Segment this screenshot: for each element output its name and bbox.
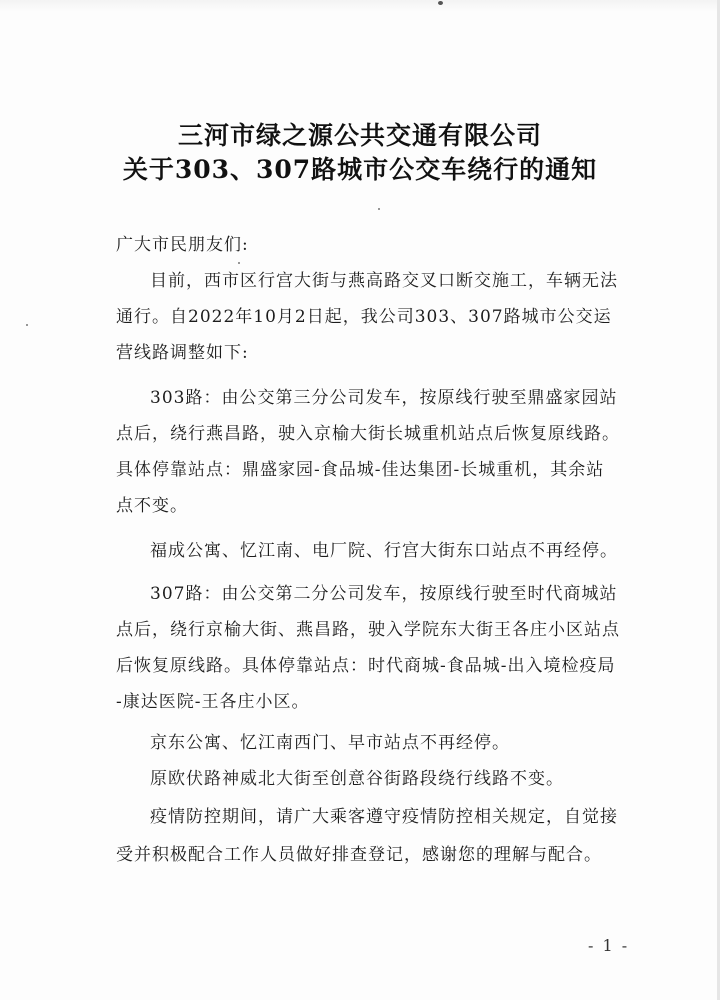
salutation: 广大市民朋友们: (116, 235, 249, 255)
unchanged-section-note: 原欧伏路神威北大街至创意谷街路段绕行线路不变。 (150, 769, 564, 789)
route-303-line: 303路：由公交第三分公司发车，按原线行驶至鼎盛家园站 (150, 388, 618, 408)
notice-title-line-2: 关于303、307路城市公交车绕行的通知 (122, 155, 598, 184)
route-303-skipped-stops: 福成公寓、忆江南、电厂院、行宫大街东口站点不再经停。 (150, 541, 618, 561)
route-307-line: 点后，绕行京榆大街、燕昌路，驶入学院东大街王各庄小区站点 (116, 620, 620, 640)
scan-speck (26, 324, 28, 326)
route-303-line: 点后，绕行燕昌路，驶入京榆大街长城重机站点后恢复原线路。 (116, 424, 620, 444)
notice-title-line-1: 三河市绿之源公共交通有限公司 (177, 121, 542, 150)
page-top-edge (0, 0, 720, 12)
page-number: - 1 - (588, 936, 630, 955)
intro-line: 通行。自2022年10月2日起，我公司303、307路城市公交运 (116, 307, 612, 327)
route-307-line: 307路：由公交第二分公司发车，按原线行驶至时代商城站 (150, 584, 618, 604)
binder-hole-mark (438, 1, 443, 5)
closing-line: 疫情防控期间，请广大乘客遵守疫情防控相关规定，自觉接 (150, 807, 618, 827)
intro-line: 目前，西市区行宫大街与燕高路交叉口断交施工，车辆无法 (150, 271, 618, 291)
closing-line: 受并积极配合工作人员做好排查登记，感谢您的理解与配合。 (116, 845, 602, 865)
route-303-line: 具体停靠站点：鼎盛家园-食品城-佳达集团-长城重机，其余站 (116, 460, 605, 480)
route-303-line: 点不变。 (116, 496, 188, 516)
intro-line: 营线路调整如下: (116, 343, 249, 363)
scan-speck (378, 208, 380, 210)
scan-speck (238, 262, 240, 264)
route-307-skipped-stops: 京东公寓、忆江南西门、早市站点不再经停。 (150, 733, 510, 753)
route-307-line: -康达医院-王各庄小区。 (116, 692, 310, 712)
route-307-line: 后恢复原线路。具体停靠站点：时代商城-食品城-出入境检疫局 (116, 656, 616, 676)
